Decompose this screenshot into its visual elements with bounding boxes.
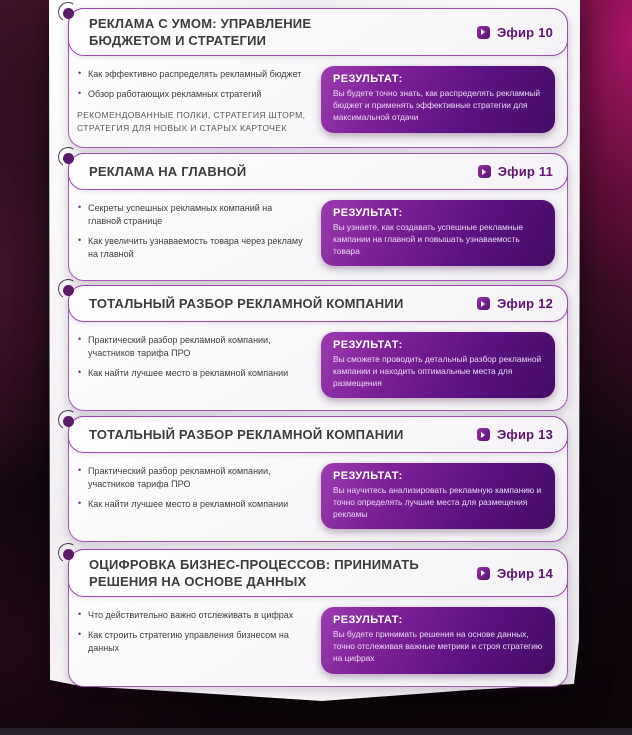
card-header bbox=[68, 285, 568, 322]
bullet-column bbox=[77, 198, 307, 268]
bullet-column bbox=[77, 461, 307, 529]
bullet-item: • Как эффективно распределять рекламный бюджет bbox=[77, 68, 307, 81]
card-title: ТОТАЛЬНЫЙ РАЗБОР РЕКЛАМНОЙ КОМПАНИИ bbox=[89, 426, 404, 442]
result-text: Вы научитесь анализировать рекламную кампанию и точно определять лучшие места для размещения рекламы bbox=[333, 485, 542, 519]
result-box bbox=[321, 463, 555, 529]
episode-badge bbox=[477, 566, 555, 581]
card-body bbox=[69, 321, 567, 410]
episode-badge-label: Эфир 11 bbox=[497, 164, 553, 179]
program-card-ephir-12 bbox=[68, 285, 568, 411]
episode-badge-label: Эфир 14 bbox=[496, 565, 553, 581]
bullet-list bbox=[77, 609, 307, 655]
result-box bbox=[321, 66, 555, 132]
bullet-item: • Как найти лучшее место в рекламной компании bbox=[77, 498, 307, 511]
card-title: РЕКЛАМА НА ГЛАВНОЙ bbox=[89, 163, 247, 179]
bullet-item: • Практический разбор рекламной компании, участников тарифа ПРО bbox=[77, 334, 307, 360]
forward-arrow-icon bbox=[477, 567, 490, 580]
card-body bbox=[69, 596, 567, 685]
bullet-column bbox=[77, 605, 307, 673]
card-body bbox=[69, 55, 567, 147]
bullet-list bbox=[77, 465, 307, 511]
bullet-column bbox=[77, 64, 307, 135]
episode-badge bbox=[477, 427, 555, 442]
bullet-list bbox=[77, 334, 307, 380]
bottom-band bbox=[0, 728, 632, 735]
bullet-item: • Как найти лучшее место в рекламной компании bbox=[77, 367, 307, 380]
forward-arrow-icon bbox=[478, 165, 491, 178]
result-heading: РЕЗУЛЬТАТ: bbox=[333, 614, 403, 627]
corner-dot-icon bbox=[63, 8, 74, 19]
bullet-item: • Практический разбор рекламной компании, участников тарифа ПРО bbox=[77, 465, 307, 491]
episode-badge bbox=[478, 164, 555, 179]
result-heading: РЕЗУЛЬТАТ: bbox=[333, 470, 403, 482]
card-header bbox=[68, 8, 568, 56]
card-header bbox=[68, 416, 568, 453]
episode-badge bbox=[477, 25, 555, 40]
episode-badge-label: Эфир 13 bbox=[496, 427, 553, 442]
result-text: Вы узнаете, как создавать успешные рекламные кампании на главной и повышать узнаваемость товара bbox=[333, 222, 524, 256]
card-body bbox=[69, 189, 567, 280]
result-text: Вы будете точно знать, как распределять рекламный бюджет и применять эффективные стратегии для максимальной отдачи bbox=[333, 88, 541, 122]
result-text: Вы будете принимать решения на основе данных, точно отслеживая важные метрики и строя стратегию на цифрах bbox=[333, 629, 543, 663]
corner-dot-icon bbox=[63, 285, 74, 296]
card-title: РЕКЛАМА С УМОМ: УПРАВЛЕНИЕ БЮДЖЕТОМ И СТРАТЕГИИ bbox=[89, 16, 312, 49]
forward-arrow-icon bbox=[477, 428, 490, 441]
result-text: Вы сможете проводить детальный разбор рекламной кампании и находить оптимальные места для размещения bbox=[333, 354, 542, 388]
program-card-ephir-14 bbox=[68, 549, 568, 687]
episode-badge bbox=[477, 296, 555, 311]
card-body bbox=[69, 452, 567, 541]
card-header bbox=[68, 549, 568, 597]
bullet-item: • Как увеличить узнаваемость товара через рекламу на главной bbox=[77, 235, 307, 261]
bullet-item: • Что действительно важно отслеживать в цифрах bbox=[77, 609, 307, 622]
program-card-ephir-13 bbox=[68, 416, 568, 542]
program-card-ephir-11 bbox=[68, 153, 568, 281]
episode-badge-label: Эфир 12 bbox=[496, 296, 553, 311]
result-heading: РЕЗУЛЬТАТ: bbox=[333, 73, 403, 86]
result-box bbox=[321, 607, 555, 673]
forward-arrow-icon bbox=[477, 297, 490, 310]
corner-dot-icon bbox=[63, 549, 74, 560]
bullet-item: • Секреты успешных рекламных компаний на главной странице bbox=[77, 202, 307, 228]
bullet-list bbox=[77, 68, 307, 101]
bullet-item: • Как строить стратегию управления бизнесом на данных bbox=[77, 629, 307, 655]
episode-badge-label: Эфир 10 bbox=[496, 24, 553, 40]
card-title: ОЦИФРОВКА БИЗНЕС-ПРОЦЕССОВ: ПРИНИМАТЬ РЕШЕНИЯ НА ОСНОВЕ ДАННЫХ bbox=[89, 557, 419, 590]
result-heading: РЕЗУЛЬТАТ: bbox=[333, 339, 403, 351]
bullet-column bbox=[77, 330, 307, 398]
program-card-ephir-10 bbox=[68, 8, 568, 148]
result-box bbox=[321, 200, 555, 266]
card-title: ТОТАЛЬНЫЙ РАЗБОР РЕКЛАМНОЙ КОМПАНИИ bbox=[89, 295, 404, 311]
bullet-item: • Обзор работающих рекламных стратегий bbox=[77, 88, 307, 101]
result-box bbox=[321, 332, 555, 398]
result-heading: РЕЗУЛЬТАТ: bbox=[333, 207, 403, 219]
card-header bbox=[68, 153, 568, 190]
recommendations-note: РЕКОМЕНДОВАННЫЕ ПОЛКИ, СТРАТЕГИЯ ШТОРМ, СТРАТЕГИЯ ДЛЯ НОВЫХ И СТАРЫХ КАРТОЧЕК bbox=[77, 110, 306, 134]
corner-dot-icon bbox=[63, 416, 74, 427]
forward-arrow-icon bbox=[477, 26, 490, 39]
corner-dot-icon bbox=[63, 153, 74, 164]
bullet-list bbox=[77, 202, 307, 261]
